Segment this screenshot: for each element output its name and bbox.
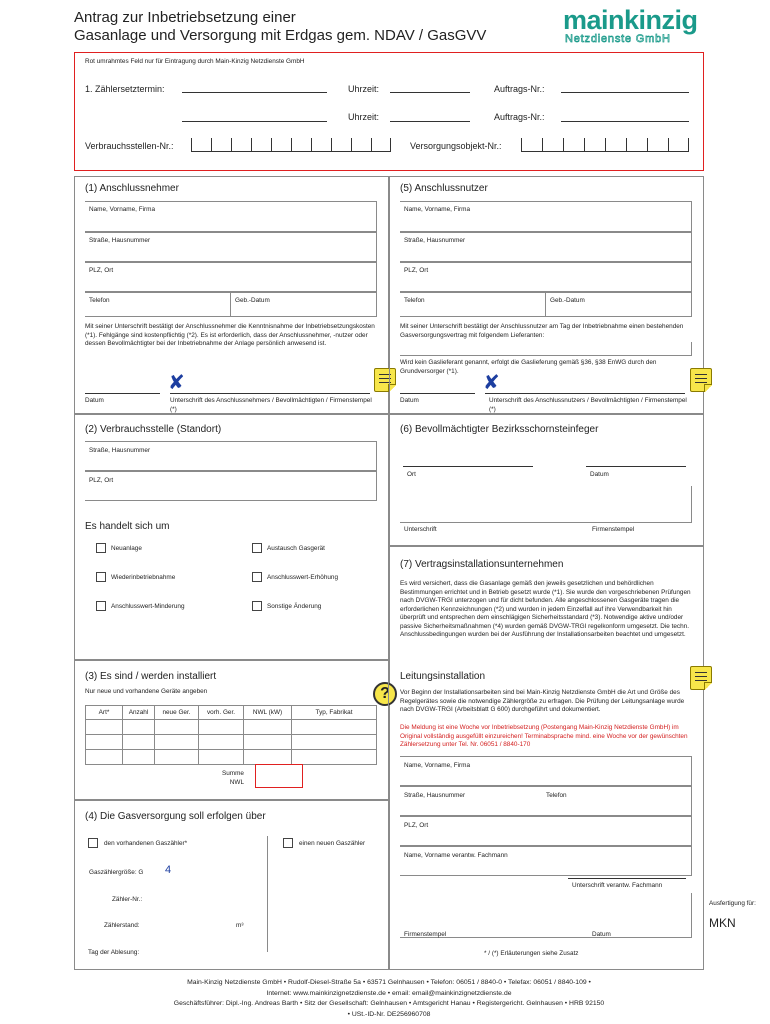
schornsteinfeger-datum-line[interactable] [586,466,686,467]
anschlussnutzer-unterschrift-label: Unterschrift des Anschlussnutzers / Bevollmächtigten / Firmenstempel (*) [489,397,687,413]
col-typ: Typ, Fabrikat [292,706,377,720]
versorgungsobjekt-nr-field[interactable] [521,136,689,152]
sign-here-x-icon: ✘ [168,370,185,394]
uhrzeit-field[interactable] [390,92,470,93]
uhrzeit-label-2: Uhrzeit: [348,112,380,122]
anschlussnutzer-telefon-label: Telefon [404,297,425,304]
verbrauchsstelle-plz-label: PLZ, Ort [89,477,114,484]
anschlussnehmer-plz-field[interactable] [85,262,377,292]
anschlussnutzer-text: Mit seiner Unterschrift bestätigt der Anschlussnutzer am Tag der Inbetriebnahme einen bestehenden Gasversorgungsvertrag mit folgendem Lieferanten: [400,323,684,339]
anschlussnehmer-telefon-label: Telefon [89,297,110,304]
auftrags-nr-field[interactable] [561,92,689,93]
col-anzahl: Anzahl [123,706,155,720]
anschlussnehmer-geb-field[interactable] [231,292,377,317]
anschlussnutzer-telefon-field[interactable] [400,292,546,317]
grundversorger-text: Wird kein Gaslieferant genannt, erfolgt die Gaslieferung gemäß §36, §38 EnWG durch den Grundversorger (*1). [400,359,657,375]
verbrauchsstelle-plz-field[interactable] [85,471,377,501]
auftrags-nr-label: Auftrags-Nr.: [494,84,545,94]
page-title [74,9,534,45]
col-vorh: vorh. Ger. [199,706,244,720]
zaehlergroesse-value[interactable]: 4 [165,864,172,876]
versorgungsobjekt-nr-label: Versorgungsobjekt-Nr.: [410,141,502,151]
anschlussnutzer-unterschrift-line[interactable] [485,393,685,394]
zaehlersetztermin-label: 1. Zählersetztermin: [85,84,165,94]
neuanlage-label: Neuanlage [111,545,142,552]
col-neue: neue Ger. [155,706,199,720]
leitungsinstallation-warning: Die Meldung ist eine Woche vor Inbetriebsetzung (Postengang Main-Kinzig Netzdienste GmbH) im Original vollständig ausgefüllt einzureichen! Terminabsprache mind. eine Woche vor der gewünschten Zählersetzung unter Tel. Nr. 06051 / 8840-170 [400,724,688,748]
wiederinbetriebnahme-checkbox[interactable] [96,572,106,582]
uhrzeit-field-2[interactable] [390,121,470,122]
verbrauchsstellen-nr-label: Verbrauchsstellen-Nr.: [85,141,174,151]
zaehlerstand-label: Zählerstand: [104,922,140,929]
title-line-2: Gasanlage und Versorgung mit Erdgas gem. NDAV / GasGVV [74,27,487,44]
anschlussnehmer-text: Mit seiner Unterschrift bestätigt der Anschlussnehmer die Kenntnisnahme der Inbetriebsetzungskosten (*1). Fehlgänge sind kostenpflichtig (*2). Es ist erforderlich, dass der Anschlussnehmer, -nutzer oder dessen Bevollmächtigter bei der Inbetriebnahme der Anlage persönlich anwesend ist. [85,323,375,347]
table-row[interactable] [86,750,377,765]
vorhandener-zaehler-label: den vorhandenen Gaszähler* [104,840,188,847]
schornsteinfeger-stempel-field[interactable] [400,486,692,523]
anschlussnutzer-name-label: Name, Vorname, Firma [404,206,471,213]
verbrauchsstelle-strasse-field[interactable] [85,441,377,471]
sonstige-label: Sonstige Änderung [267,603,322,610]
austausch-checkbox[interactable] [252,543,262,553]
zaehlersetztermin-field-2[interactable] [182,121,327,122]
company-logo [563,6,713,45]
vi-unterschrift-line[interactable] [568,878,686,879]
section-gasversorgung [74,800,389,970]
vi-stempel-label: Firmenstempel [404,931,447,938]
wiederinbetriebnahme-label: Wiederinbetriebnahme [111,574,176,581]
logo-main-text: mainkinzig [563,5,698,35]
col-art: Art* [86,706,123,720]
logo-sub-text: Netzdienste GmbH [565,33,671,45]
vi-unterschrift-label: Unterschrift verantw. Fachmann [572,882,663,889]
vi-plz-label: PLZ, Ort [404,822,429,829]
sticky-note-icon-3[interactable] [690,666,712,690]
footer-line-1: Main-Kinzig Netzdienste GmbH • Rudolf-Diesel-Straße 5a • 63571 Gelnhausen • Telefon: 06051 / 8840-0 • Telefax: 06051 / 8840-109 • [187,979,591,986]
footer-line-4: • USt.-ID-Nr. DE256960708 [347,1010,431,1018]
auftrags-nr-field-2[interactable] [561,121,689,122]
geraete-table [85,705,377,765]
neuanlage-checkbox[interactable] [96,543,106,553]
geraete-title: (3) Es sind / werden installiert [85,671,217,682]
divider-line [267,836,268,952]
sonstige-checkbox[interactable] [252,601,262,611]
schornsteinfeger-unterschrift-label: Unterschrift [404,526,437,533]
schornsteinfeger-ort-label: Ort [407,471,416,478]
anschlussnehmer-unterschrift-label: Unterschrift des Anschlussnehmers / Bevollmächtigten / Firmenstempel (*) [170,397,372,413]
lieferant-field[interactable] [400,342,692,356]
vi-strasse-field[interactable] [400,786,692,816]
anschlussnehmer-strasse-label: Straße, Hausnummer [89,237,151,244]
erlaeuterungen-note: * / (*) Erläuterungen siehe Zusatz [484,950,579,957]
vi-datum-label: Datum [592,931,611,938]
verbrauchsstelle-title: (2) Verbrauchsstelle (Standort) [85,424,222,435]
anschlussnehmer-title: (1) Anschlussnehmer [85,183,179,194]
neuer-zaehler-label: einen neuen Gaszähler [299,840,366,847]
vertragsinstallation-title: (7) Vertragsinstallationsunternehmen [400,559,564,570]
col-nwl: NWL (kW) [244,706,292,720]
footer [74,978,704,1020]
zaehlergroesse-label: Gaszählergröße: G [89,869,144,876]
mkn-only-note: Rot umrahmtes Feld nur für Eintragung durch Main-Kinzig Netzdienste GmbH [85,58,305,65]
schornsteinfeger-ort-line[interactable] [403,466,533,467]
anschlussnehmer-datum-line[interactable] [85,393,160,394]
anschlussnutzer-plz-field[interactable] [400,262,692,292]
anschlussnutzer-datum-label: Datum [400,397,419,404]
zaehler-nr-label: Zähler-Nr.: [112,896,143,903]
table-row[interactable] [86,735,377,750]
leitungsinstallation-title: Leitungsinstallation [400,671,486,682]
m3-unit: m³ [236,922,244,929]
leitungsinstallation-text: Vor Beginn der Installationsarbeiten sind bei Main-Kinzig Netzdienste GmbH die Art und Größe des Regelgerätes sowie die notwendige Zählergröße zu erfragen. Die Prüfung der Leitungsanlage wurde nach DVGW-TRGI (Arbeitsblatt G 600) durchgeführt und dokumentiert. [400,689,685,713]
table-row[interactable] [86,720,377,735]
uhrzeit-label: Uhrzeit: [348,84,380,94]
anschlussnehmer-geb-label: Geb.-Datum [235,297,270,304]
title-line-1: Antrag zur Inbetriebsetzung einer [74,9,296,26]
vi-fachmann-field[interactable] [400,846,692,876]
es-handelt-sich-um-heading: Es handelt sich um [85,521,170,532]
erhoehung-checkbox[interactable] [252,572,262,582]
schornsteinfeger-title: (6) Bevollmächtigter Bezirksschornsteinfeger [400,424,599,435]
summe-label: Summe NWL [221,770,244,786]
sign-here-x-icon-2: ✘ [483,370,500,394]
vi-plz-field[interactable] [400,816,692,846]
geraete-subtitle: Nur neue und vorhandene Geräte angeben [85,688,208,695]
anschlussnutzer-geb-field[interactable] [546,292,692,317]
neuer-zaehler-checkbox[interactable] [283,838,293,848]
ausfertigung-label: Ausfertigung für: [709,900,756,907]
zaehlersetztermin-field[interactable] [182,92,327,93]
anschlussnehmer-name-label: Name, Vorname, Firma [89,206,156,213]
sticky-note-icon-2[interactable] [690,368,712,392]
vertragsinstallation-text: Es wird versichert, dass die Gasanlage gemäß den jeweils gesetzlichen und behördlichen Bestimmungen errichtet und in Betrieb gesetzt wurde (*1). Sie wurde den vorgeschriebenen Prüfungen nach DVGW-TRGI unterzogen und für dicht befunden. Alle angeschlossenen Gasgeräte tragen die erforderlichen Kennzeichnungen (*2) und wurden in jedem Einzelfall auf ihre Verwendbarkeit hin überprüft und entsprechen dem einschlägigen Sicherheitsstandard (*3). Notwendige aktive und/oder passive Sicherheitsmaßnahmen (*4) wurden gemäß DVGW-TRGI regelkonform umgesetzt. Die techn. Anschlussbedingungen wurden bei der Ausführung der Installationsarbeiten beachtet und umgesetzt. [400,580,691,638]
anschlussnutzer-datum-line[interactable] [400,393,475,394]
footer-line-2: Internet: www.mainkinzignetzdienste.de • email: email@mainkinzignetzdienste.de [266,989,512,997]
gasversorgung-title: (4) Die Gasversorgung soll erfolgen über [85,811,266,822]
anschlussnutzer-strasse-label: Straße, Hausnummer [404,237,466,244]
schornsteinfeger-stempel-label: Firmenstempel [592,526,635,533]
help-question-icon[interactable]: ? [373,682,397,706]
ablesung-label: Tag der Ablesung: [88,949,140,956]
anschlussnutzer-geb-label: Geb.-Datum [550,297,585,304]
vi-name-label: Name, Vorname, Firma [404,762,471,769]
anschlussnehmer-plz-label: PLZ, Ort [89,267,114,274]
anschlussnutzer-title: (5) Anschlussnutzer [400,183,488,194]
summe-field[interactable] [255,764,303,788]
minderung-checkbox[interactable] [96,601,106,611]
footer-line-3: Geschäftsführer: Dipl.-Ing. Andreas Barth • Sitz der Gesellschaft: Gelnhausen • Amtsgericht Hanau • Registergericht. Gelnhausen • HRB 92150 [173,1000,605,1007]
verbrauchsstellen-nr-field[interactable] [191,136,391,152]
erhoehung-label: Anschlusswert-Erhöhung [267,574,339,581]
vorhandener-zaehler-checkbox[interactable] [88,838,98,848]
schornsteinfeger-datum-label: Datum [590,471,609,478]
anschlussnehmer-telefon-field[interactable] [85,292,231,317]
auftrags-nr-label-2: Auftrags-Nr.: [494,112,545,122]
minderung-label: Anschlusswert-Minderung [111,603,185,610]
ausfertigung-value: MKN [709,916,736,930]
vi-telefon-label: Telefon [546,792,567,799]
anschlussnehmer-unterschrift-line[interactable] [170,393,370,394]
vi-fachmann-label: Name, Vorname verantw. Fachmann [404,852,508,859]
anschlussnutzer-plz-label: PLZ, Ort [404,267,429,274]
vi-name-field[interactable] [400,756,692,786]
austausch-label: Austausch Gasgerät [267,545,325,552]
mkn-only-box [74,52,704,171]
verbrauchsstelle-strasse-label: Straße, Hausnummer [89,447,151,454]
vi-strasse-label: Straße, Hausnummer [404,792,466,799]
anschlussnehmer-datum-label: Datum [85,397,104,404]
